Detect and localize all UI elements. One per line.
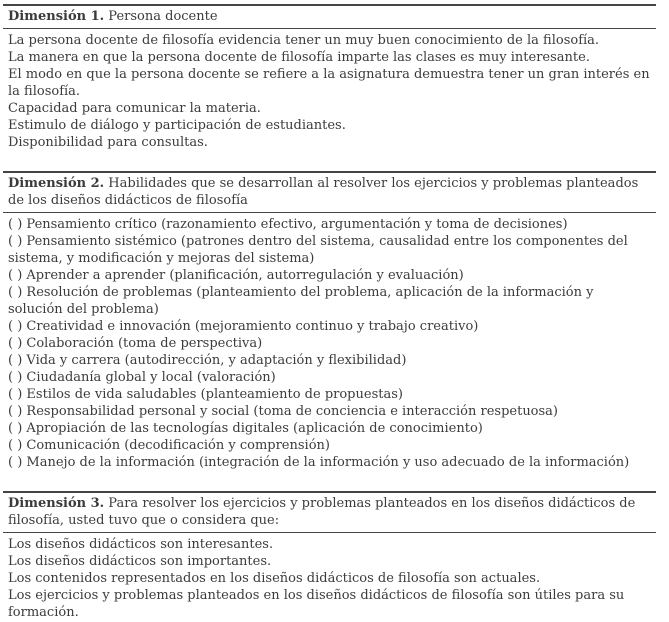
statement-row: Los contenidos representados en los diseños didácticos de filosofía son actuales. [8, 571, 541, 586]
checkbox-option-row: ( ) Estilos de vida saludables (planteamiento de propuestas) [8, 387, 403, 402]
section-body-dimension-1 [3, 29, 656, 155]
checkbox-option-row: ( ) Aprender a aprender (planificación, autorregulación y evaluación) [8, 268, 464, 283]
checkbox-option-row: ( ) Ciudadanía global y local (valoración) [8, 370, 276, 385]
questionnaire-table [3, 4, 656, 622]
section-body-dimension-3 [3, 533, 656, 622]
statement-row: La persona docente de filosofía evidencia tener un muy buen conocimiento de la filosofía. [8, 33, 600, 48]
section-dimension-2 [3, 171, 656, 475]
section-header-dimension-1 [3, 4, 656, 29]
statement-row: La manera en que la persona docente de filosofía imparte las clases es muy interesante. [8, 50, 590, 65]
section-title: Dimensión 2. [8, 176, 105, 191]
section-dimension-1 [3, 4, 656, 155]
checkbox-option-row: ( ) Responsabilidad personal y social (toma de conciencia e interacción respetuosa) [8, 404, 559, 419]
statement-row: Estimulo de diálogo y participación de estudiantes. [8, 118, 346, 133]
statement-row: El modo en que la persona docente se refiere a la asignatura demuestra tener un gran interés en la filosofía. [8, 67, 650, 99]
checkbox-option-row: ( ) Pensamiento crítico (razonamiento efectivo, argumentación y toma de decisiones) [8, 217, 568, 232]
section-subtitle: Habilidades que se desarrollan al resolver los ejercicios y problemas planteados de los diseños didácticos de filosofía [8, 176, 639, 208]
checkbox-option-row: ( ) Resolución de problemas (planteamiento del problema, aplicación de la información y solución del problema) [8, 285, 594, 317]
checkbox-option-row: ( ) Manejo de la información (integración de la información y uso adecuado de la información) [8, 455, 630, 470]
section-dimension-3 [3, 491, 656, 622]
statement-row: Los ejercicios y problemas planteados en los diseños didácticos de filosofía son útiles para su formación. [8, 588, 625, 620]
checkbox-option-row: ( ) Creatividad e innovación (mejoramiento continuo y trabajo creativo) [8, 319, 479, 334]
section-body-dimension-2 [3, 213, 656, 475]
checkbox-option-row: ( ) Pensamiento sistémico (patrones dentro del sistema, causalidad entre los componentes del sistema, y modificación y mejoras del sistema) [8, 234, 628, 266]
statement-row: Disponibilidad para consultas. [8, 135, 208, 150]
section-title: Dimensión 1. [8, 9, 105, 24]
statement-row: Capacidad para comunicar la materia. [8, 101, 261, 116]
checkbox-option-row: ( ) Comunicación (decodificación y comprensión) [8, 438, 330, 453]
statement-row: Los diseños didácticos son importantes. [8, 554, 272, 569]
checkbox-option-row: ( ) Colaboración (toma de perspectiva) [8, 336, 263, 351]
section-subtitle: Para resolver los ejercicios y problemas planteados en los diseños didácticos de filosofía, usted tuvo que o considera que: [8, 496, 636, 528]
checkbox-option-row: ( ) Vida y carrera (autodirección, y adaptación y flexibilidad) [8, 353, 407, 368]
section-header-dimension-3 [3, 491, 656, 533]
section-subtitle: Persona docente [104, 9, 218, 24]
section-header-dimension-2 [3, 171, 656, 213]
section-title: Dimensión 3. [8, 496, 105, 511]
checkbox-option-row: ( ) Apropiación de las tecnologías digitales (aplicación de conocimiento) [8, 421, 483, 436]
statement-row: Los diseños didácticos son interesantes. [8, 537, 274, 552]
